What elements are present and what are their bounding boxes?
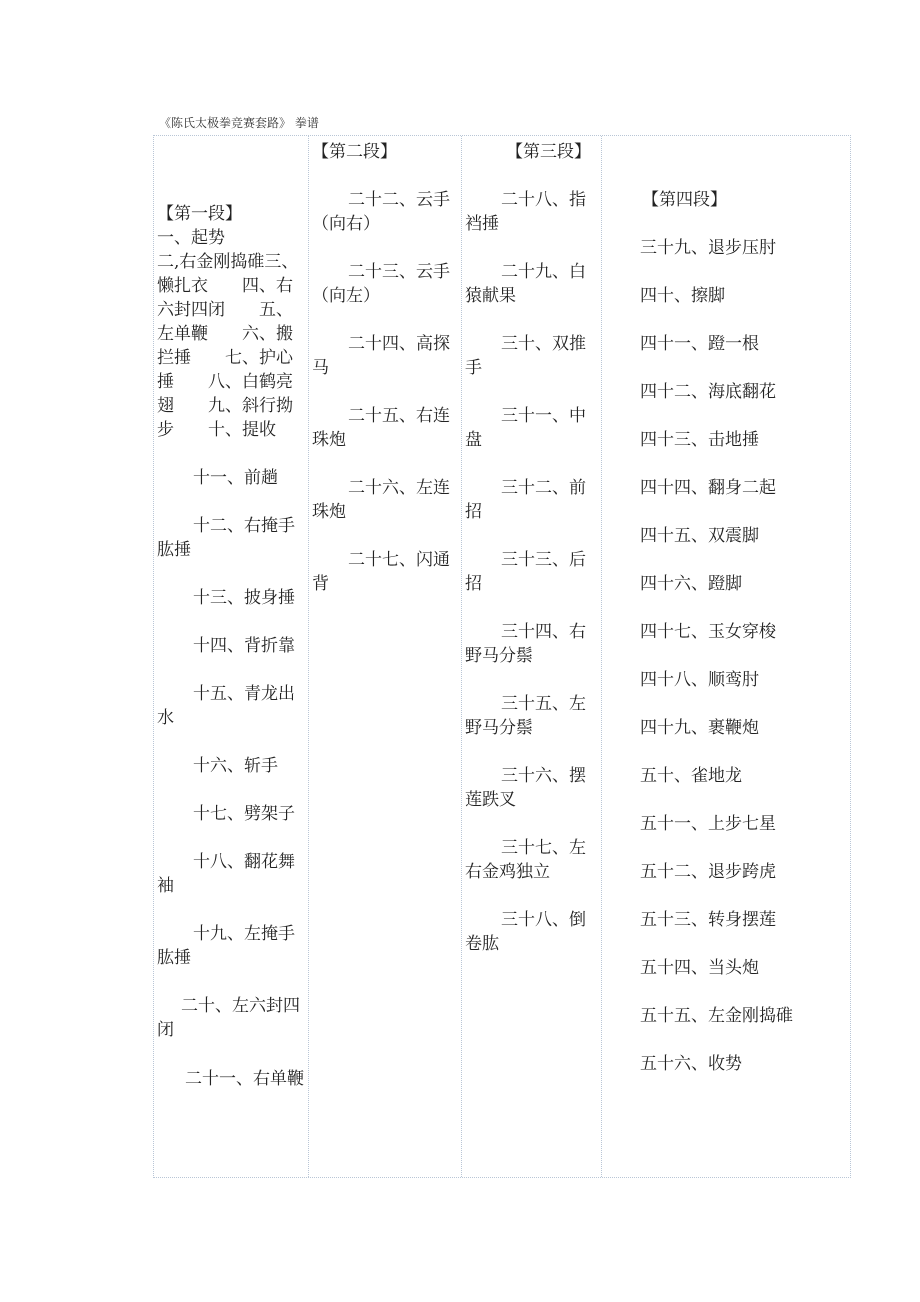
movement-item: 十六、斩手 [193, 756, 278, 776]
section-3-heading: 【第三段】 [506, 142, 591, 162]
movement-item: 二十四、高探马 [312, 334, 450, 378]
movement-item: 十三、披身捶 [193, 588, 295, 608]
movement-item: 四十四、翻身二起 [640, 478, 776, 498]
movement-item: 二十七、闪通背 [312, 550, 450, 594]
movement-item: 二十五、右连珠炮 [312, 406, 450, 450]
movement-item: 三十六、摆莲跌叉 [465, 766, 586, 810]
movement-item: 四十六、蹬脚 [640, 574, 742, 594]
movement-item: 三十一、中盘 [465, 406, 586, 450]
movement-item: 十八、翻花舞袖 [157, 852, 295, 896]
movement-item: 四十一、蹬一根 [640, 334, 759, 354]
movement-item: 十一、前趟 [193, 468, 278, 488]
movement-item: 五十四、当头炮 [640, 958, 759, 978]
movement-item: 二十二、云手（向右） [312, 190, 450, 234]
section-2-column [308, 136, 461, 1177]
movement-item: 二十九、白猿献果 [465, 262, 586, 306]
movement-item: 十二、右掩手肱捶 [157, 516, 295, 560]
movement-item: 五十一、上步七星 [640, 814, 776, 834]
movement-item: 二十六、左连珠炮 [312, 478, 450, 522]
movement-item: 三十三、后招 [465, 550, 586, 594]
movement-item: 三十四、右野马分鬃 [465, 622, 586, 666]
movement-item: 四十、擦脚 [640, 286, 725, 306]
movement-item: 十九、左掩手肱捶 [157, 924, 295, 968]
section-4-heading: 【第四段】 [642, 190, 727, 210]
movement-item: 十四、背折靠 [193, 636, 295, 656]
movement-item: 五十二、退步跨虎 [640, 862, 776, 882]
movement-item: 五十三、转身摆莲 [640, 910, 776, 930]
movement-1: 一、起势 [157, 228, 225, 248]
movement-item: 四十八、顺鸾肘 [640, 670, 759, 690]
movement-item: 三十二、前招 [465, 478, 586, 522]
movement-block-2-10: 二,右金刚捣碓三、懒扎衣 四、右六封四闭 五、左单鞭 六、搬拦捶 七、护心捶 八、白鹤亮翅 九、斜行拗步 十、提收 [157, 252, 299, 440]
movement-item: 五十、雀地龙 [640, 766, 742, 786]
movement-item: 三十八、倒卷肱 [465, 910, 586, 954]
movement-item: 三十五、左野马分鬃 [465, 694, 586, 738]
movement-item: 二十一、右单鞭 [185, 1069, 304, 1089]
section-2-heading: 【第二段】 [312, 142, 397, 162]
movement-item: 五十六、收势 [640, 1054, 742, 1074]
movement-item: 五十五、左金刚捣碓 [640, 1006, 793, 1026]
form-table [153, 135, 851, 1178]
movement-item: 四十三、击地捶 [640, 430, 759, 450]
movement-item: 四十二、海底翻花 [640, 382, 776, 402]
movement-item: 三十七、左右金鸡独立 [465, 838, 586, 882]
movement-item: 二十三、云手（向左） [312, 262, 450, 306]
movement-item: 四十九、裹鞭炮 [640, 718, 759, 738]
movement-item: 三十、双推手 [465, 334, 586, 378]
movement-item: 四十七、玉女穿梭 [640, 622, 776, 642]
movement-item: 十五、青龙出水 [157, 684, 295, 728]
movement-item: 二十、左六封四闭 [157, 996, 300, 1040]
section-1-heading: 【第一段】 [157, 204, 242, 224]
movement-item: 三十九、退步压肘 [640, 238, 776, 258]
page-header: 《陈氏太极拳竞赛套路》 拳谱 [159, 116, 319, 130]
section-4-column [601, 136, 850, 1177]
movement-item: 二十八、指裆捶 [465, 190, 586, 234]
section-1-column [154, 136, 308, 1177]
movement-item: 四十五、双震脚 [640, 526, 759, 546]
movement-item: 十七、劈架子 [193, 804, 295, 824]
section-3-column [461, 136, 601, 1177]
